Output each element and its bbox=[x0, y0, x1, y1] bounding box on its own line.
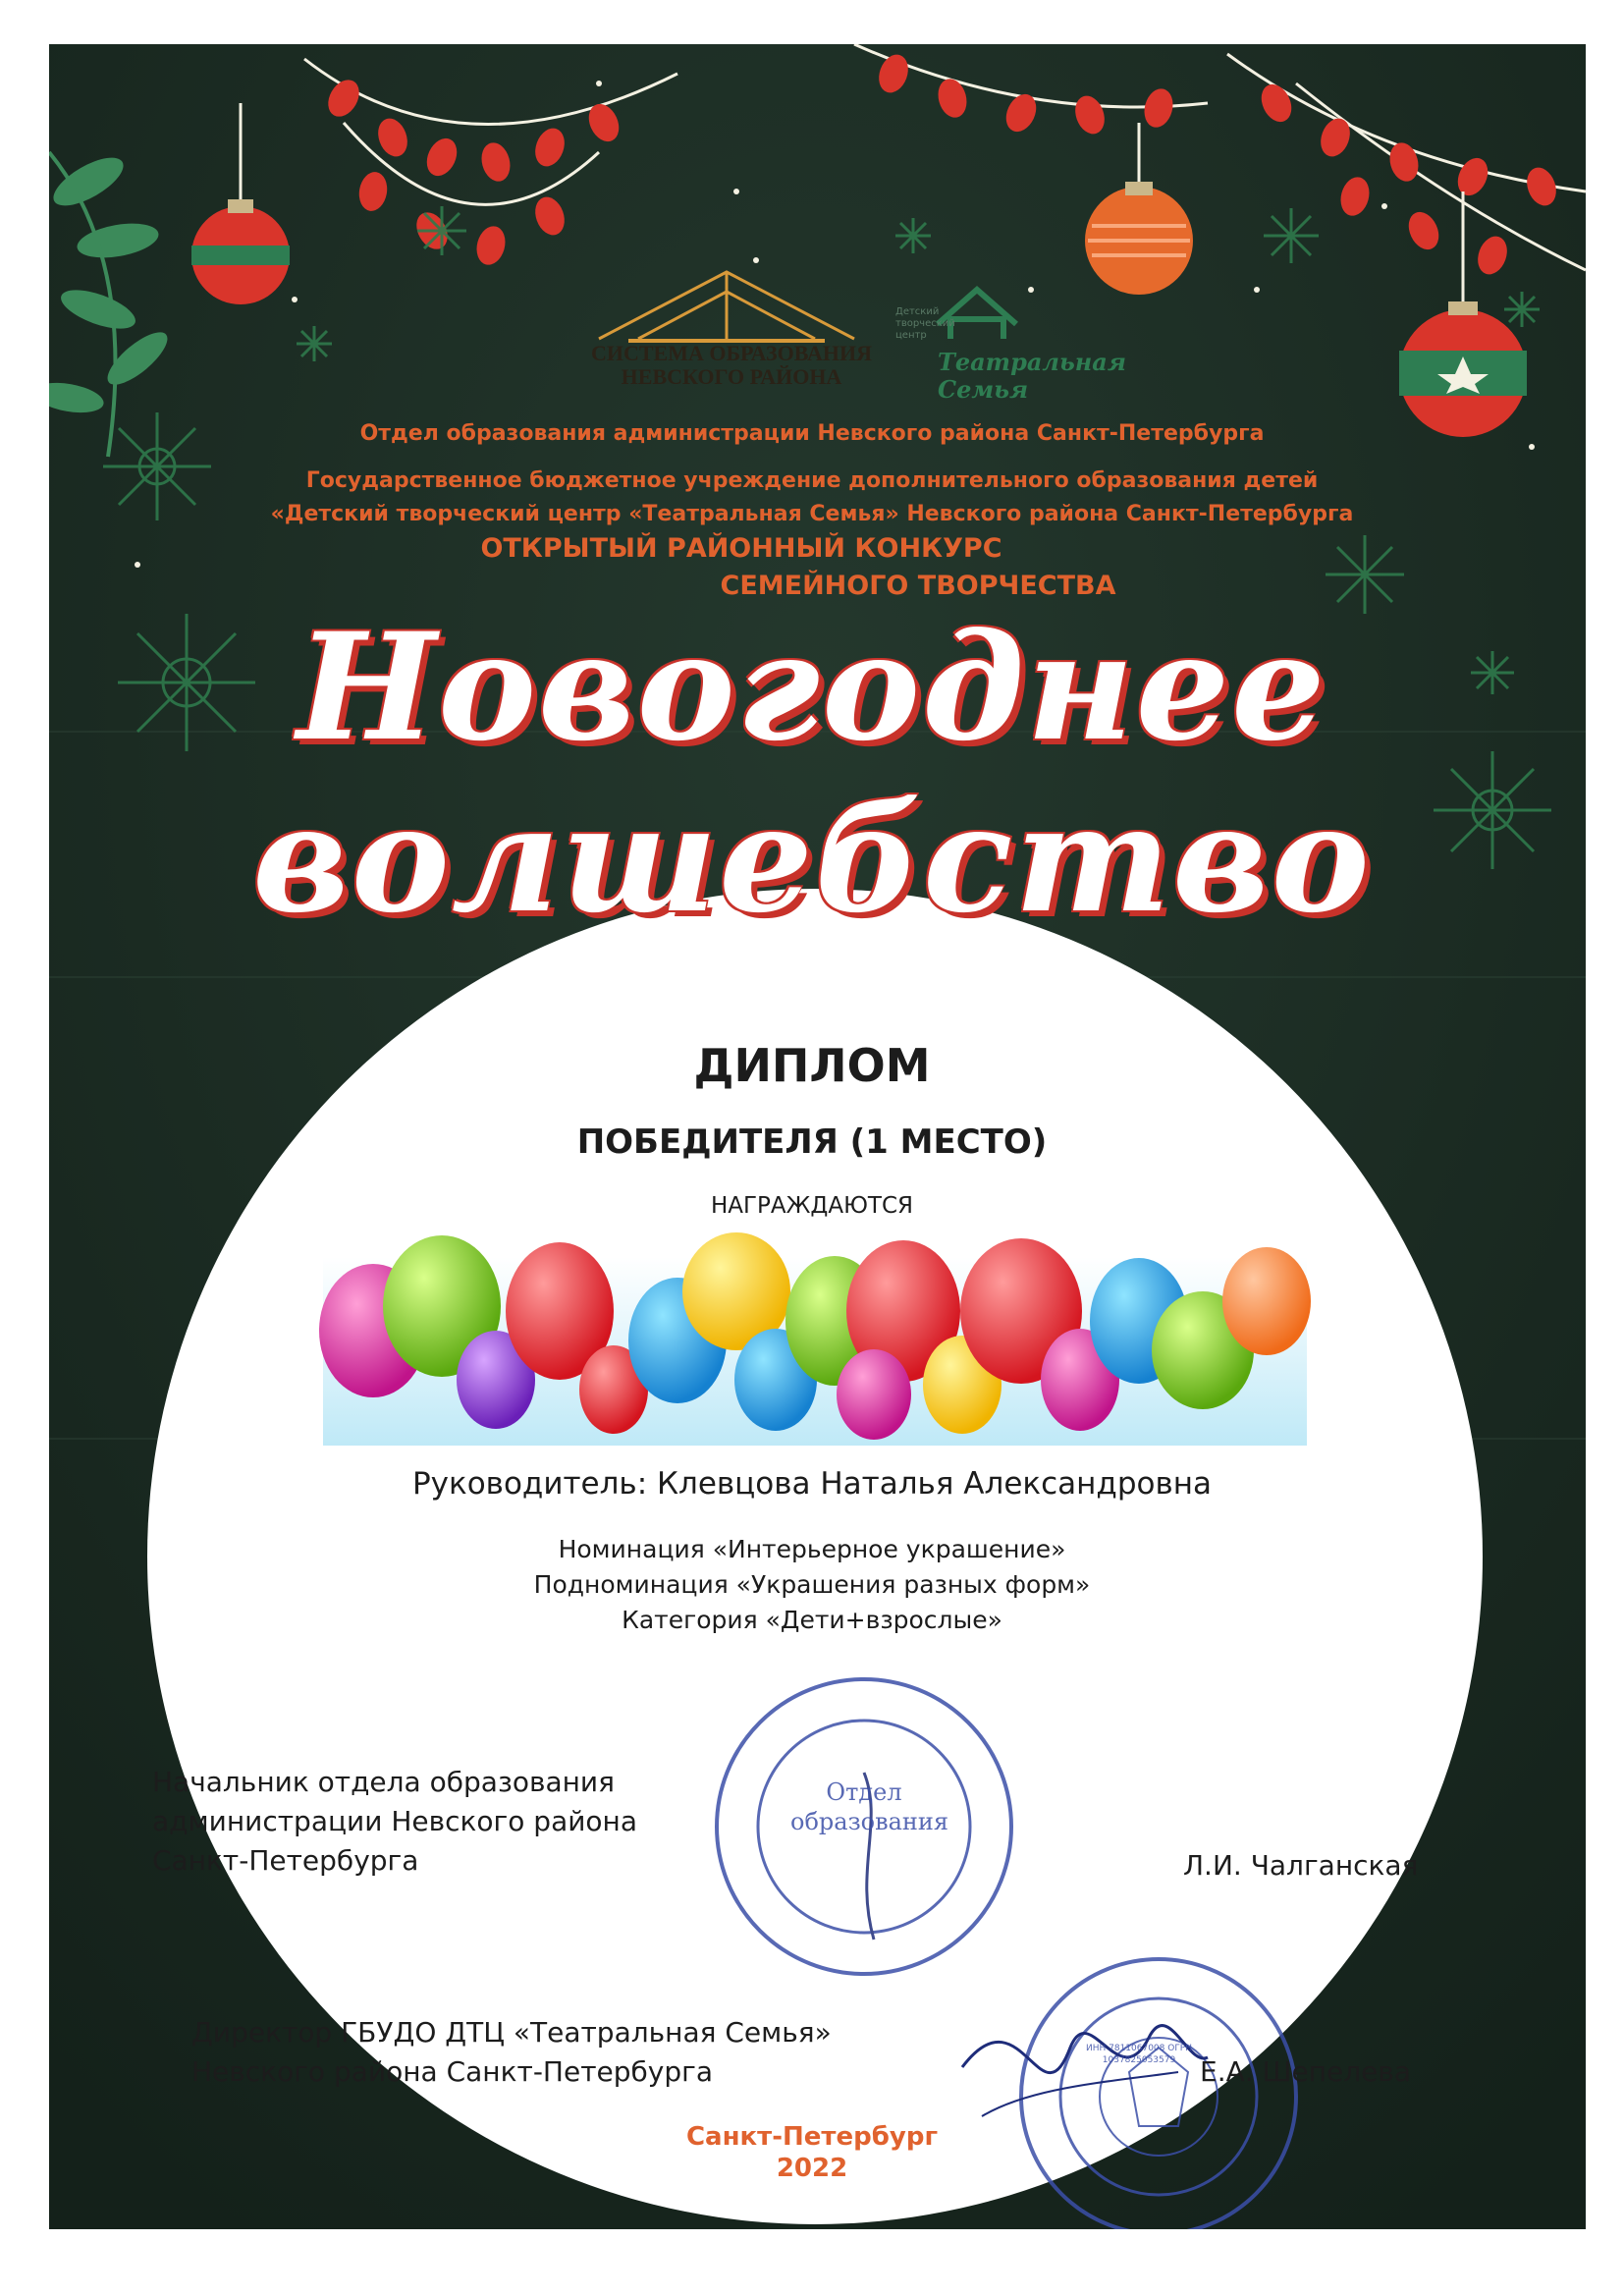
stamp1-center-line1: Отдел bbox=[826, 1778, 902, 1806]
org-line1: Отдел образования администрации Невского района Санкт-Петербурга bbox=[359, 421, 1265, 446]
logo-dtc-small-line3: центр bbox=[895, 330, 927, 341]
category: Категория «Дети+взрослые» bbox=[622, 1606, 1002, 1634]
nomination: Номинация «Интерьерное украшение» bbox=[558, 1535, 1066, 1563]
org-header bbox=[245, 417, 1379, 531]
logo-dtc-name-line1: Театральная bbox=[938, 348, 1126, 376]
head-line3: Санкт-Петербурга bbox=[152, 1844, 419, 1877]
title-line2: волшебство bbox=[252, 773, 1372, 946]
director-line2: Невского района Санкт-Петербурга bbox=[191, 2055, 714, 2088]
head-name: Л.И. Чалганская bbox=[1183, 1849, 1419, 1882]
contest-line2: СЕМЕЙНОГО ТВОРЧЕСТВА bbox=[720, 571, 1116, 601]
stamp1-center-line2: образования bbox=[790, 1808, 949, 1835]
logo-dtc-small bbox=[895, 306, 955, 342]
contest-title bbox=[393, 530, 1208, 605]
director-title bbox=[191, 2013, 879, 2092]
stamp2-inner-text: ИНН 7811067008 ОГРН 1037825053579 bbox=[1085, 2044, 1193, 2065]
footer bbox=[616, 2121, 1008, 2184]
nomination-block bbox=[370, 1532, 1254, 1638]
diploma-heading: ДИПЛОМ bbox=[693, 1039, 931, 1092]
footer-city: Санкт-Петербург bbox=[685, 2122, 939, 2152]
leader-line: Руководитель: Клевцова Наталья Александровна bbox=[411, 1466, 1213, 1502]
logo-dtc-small-line1: Детский bbox=[895, 306, 940, 317]
logo-dtc-small-line2: творческий bbox=[895, 318, 955, 329]
head-line2: администрации Невского района bbox=[152, 1805, 638, 1837]
footer-year: 2022 bbox=[776, 2154, 848, 2183]
org-line3: «Детский творческий центр «Театральная Семья» Невского района Санкт-Петербурга bbox=[270, 502, 1354, 526]
director-line1: Директор ГБУДО ДТЦ «Театральная Семья» bbox=[191, 2016, 832, 2049]
stamp-education-dept bbox=[790, 1777, 949, 1836]
logo-system-line1: СИСТЕМА ОБРАЗОВАНИЯ bbox=[590, 341, 873, 365]
logo-system-line2: НЕВСКОГО РАЙОНА bbox=[621, 364, 842, 389]
logo-system-education bbox=[579, 342, 884, 389]
diploma-subheading: ПОБЕДИТЕЛЯ (1 МЕСТО) bbox=[576, 1122, 1048, 1162]
diploma-awarded: НАГРАЖДАЮТСЯ bbox=[710, 1193, 914, 1219]
head-title bbox=[152, 1763, 702, 1881]
logo-dtc-name bbox=[938, 348, 1126, 404]
subnomination: Подноминация «Украшения разных форм» bbox=[533, 1570, 1091, 1599]
director-name: Е.А. Шепелева bbox=[1200, 2055, 1412, 2088]
logo-dtc-name-line2: Семья bbox=[938, 375, 1029, 404]
head-line1: Начальник отдела образования bbox=[152, 1766, 615, 1798]
contest-line1: ОТКРЫТЫЙ РАЙОННЫЙ КОНКУРС bbox=[480, 533, 1002, 564]
title-line1: Новогоднее bbox=[297, 601, 1327, 774]
org-line2: Государственное бюджетное учреждение дополнительного образования детей bbox=[305, 468, 1319, 493]
